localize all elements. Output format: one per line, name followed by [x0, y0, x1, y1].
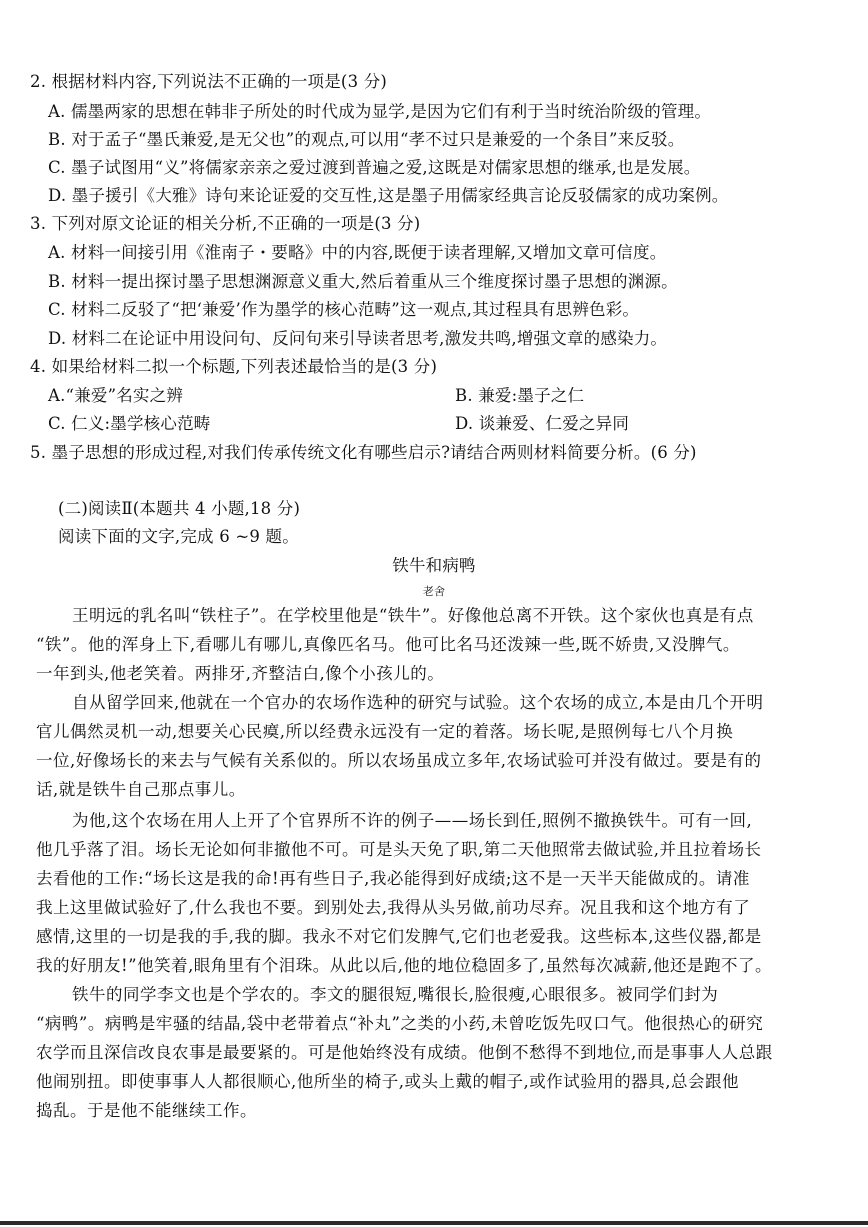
story-line: 一年到头,他老笑着。两排牙,齐整洁白,像个小孩儿的。: [36, 664, 445, 683]
question-3-option-a: A. 材料一间接引用《淮南子・要略》中的内容,既便于读者理解,又增加文章可信度。: [48, 243, 667, 262]
story-line: 我上这里做试验好了,什么我也不要。到别处去,我得从头另做,前功尽弃。况且我和这个地方有了: [36, 898, 751, 917]
question-3-option-d: D. 材料二在论证中用设问句、反问句来引导读者思考,激发共鸣,增强文章的感染力。: [48, 329, 668, 348]
page-bottom-edge: [0, 1221, 868, 1225]
question-4-option-a: A.“兼爱”名实之辨: [48, 386, 184, 405]
question-2-option-a: A. 儒墨两家的思想在韩非子所处的时代成为显学,是因为它们有利于当时统治阶级的管理。: [48, 102, 712, 121]
story-line: 自从留学回来,他就在一个官办的农场作选种的研究与试验。这个农场的成立,本是由几个开明: [72, 693, 764, 712]
story-line: 他闹别扭。即使事事人人都很顺心,他所坐的椅子,或头上戴的帽子,或作试验用的器具,总会跟他: [36, 1072, 739, 1091]
question-2-option-d: D. 墨子援引《大雅》诗句来论证爱的交互性,这是墨子用儒家经典言论反驳儒家的成功案例。: [48, 186, 729, 205]
story-line: 去看他的工作:“场长这是我的命!再有些日子,我必能得到好成绩;这不是一天半天能做成的。请准: [36, 869, 750, 888]
story-line: 捣乱。于是他不能继续工作。: [36, 1101, 257, 1120]
question-4-stem: 4. 如果给材料二拟一个标题,下列表述最恰当的是(3 分): [30, 357, 438, 376]
story-line: 为他,这个农场在用人上开了个官界所不许的例子——场长到任,照例不撤换铁牛。可有一回,: [72, 811, 753, 830]
question-3-stem: 3. 下列对原文论证的相关分析,不正确的一项是(3 分): [30, 214, 421, 233]
section-instruction: 阅读下面的文字,完成 6 ~9 题。: [58, 527, 299, 546]
story-line: 农学而且深信改良农事是最要紧的。可是他始终没有成绩。他倒不愁得不到地位,而是事事人人总跟: [36, 1043, 773, 1062]
story-line: 一位,好像场长的来去与气候有关系似的。所以农场虽成立多年,农场试验可并没有做过。要是有的: [36, 751, 762, 770]
story-line: 铁牛的同学李文也是个学农的。李文的腿很短,嘴很长,脸很瘦,心眼很多。被同学们封为: [72, 985, 719, 1004]
question-3-option-b: B. 材料一提出探讨墨子思想渊源意义重大,然后着重从三个维度探讨墨子思想的渊源。: [48, 272, 678, 291]
story-line: 我的好朋友!”他笑着,眼角里有个泪珠。从此以后,他的地位稳固多了,虽然每次减薪,他还是跑不了。: [36, 956, 773, 975]
story-line: “铁”。他的浑身上下,看哪儿有哪儿,真像匹名马。他可比名马还泼辣一些,既不娇贵,又没脾气。: [36, 635, 740, 654]
story-line: 他几乎落了泪。场长无论如何非撤他不可。可是头天免了职,第二天他照常去做试验,并且拉着场长: [36, 840, 762, 859]
question-4-option-b: B. 兼爱:墨子之仁: [455, 386, 585, 405]
question-3-option-c: C. 材料二反驳了“把‘兼爱’作为墨学的核心范畴”这一观点,其过程具有思辨色彩。: [48, 300, 640, 319]
story-line: 王明远的乳名叫“铁柱子”。在学校里他是“铁牛”。好像他总离不开铁。这个家伙也真是有点: [72, 606, 754, 625]
story-line: 话,就是铁牛自己那点事儿。: [36, 780, 246, 799]
question-2-stem: 2. 根据材料内容,下列说法不正确的一项是(3 分): [30, 72, 388, 91]
question-2-option-c: C. 墨子试图用“义”将儒家亲亲之爱过渡到普遍之爱,这既是对儒家思想的继承,也是发展。: [48, 158, 701, 177]
question-4-option-c: C. 仁义:墨学核心范畴: [48, 414, 211, 433]
story-line: “病鸭”。病鸭是牢骚的结晶,袋中老带着点“补丸”之类的小药,未曾吃饭先叹口气。他很热心的研究: [36, 1014, 764, 1033]
question-5-stem: 5. 墨子思想的形成过程,对我们传承传统文化有哪些启示?请结合两则材料简要分析。(6 分): [30, 443, 697, 462]
question-2-option-b: B. 对于孟子“墨氏兼爱,是无父也”的观点,可以用“孝不过只是兼爱的一个条目”来反驳。: [48, 130, 685, 149]
section-heading: (二)阅读Ⅱ(本题共 4 小题,18 分): [58, 499, 301, 518]
question-4-option-d: D. 谈兼爱、仁爱之异同: [455, 414, 630, 433]
story-title: 铁牛和病鸭: [392, 556, 476, 575]
story-author: 老舍: [422, 585, 446, 598]
story-line: 感情,这里的一切是我的手,我的脚。我永不对它们发脾气,它们也老爱我。这些标本,这些仪器,都是: [36, 927, 762, 946]
story-line: 官儿偶然灵机一动,想要关心民瘼,所以经费永远没有一定的着落。场长呢,是照例每七八个月换: [36, 722, 734, 741]
